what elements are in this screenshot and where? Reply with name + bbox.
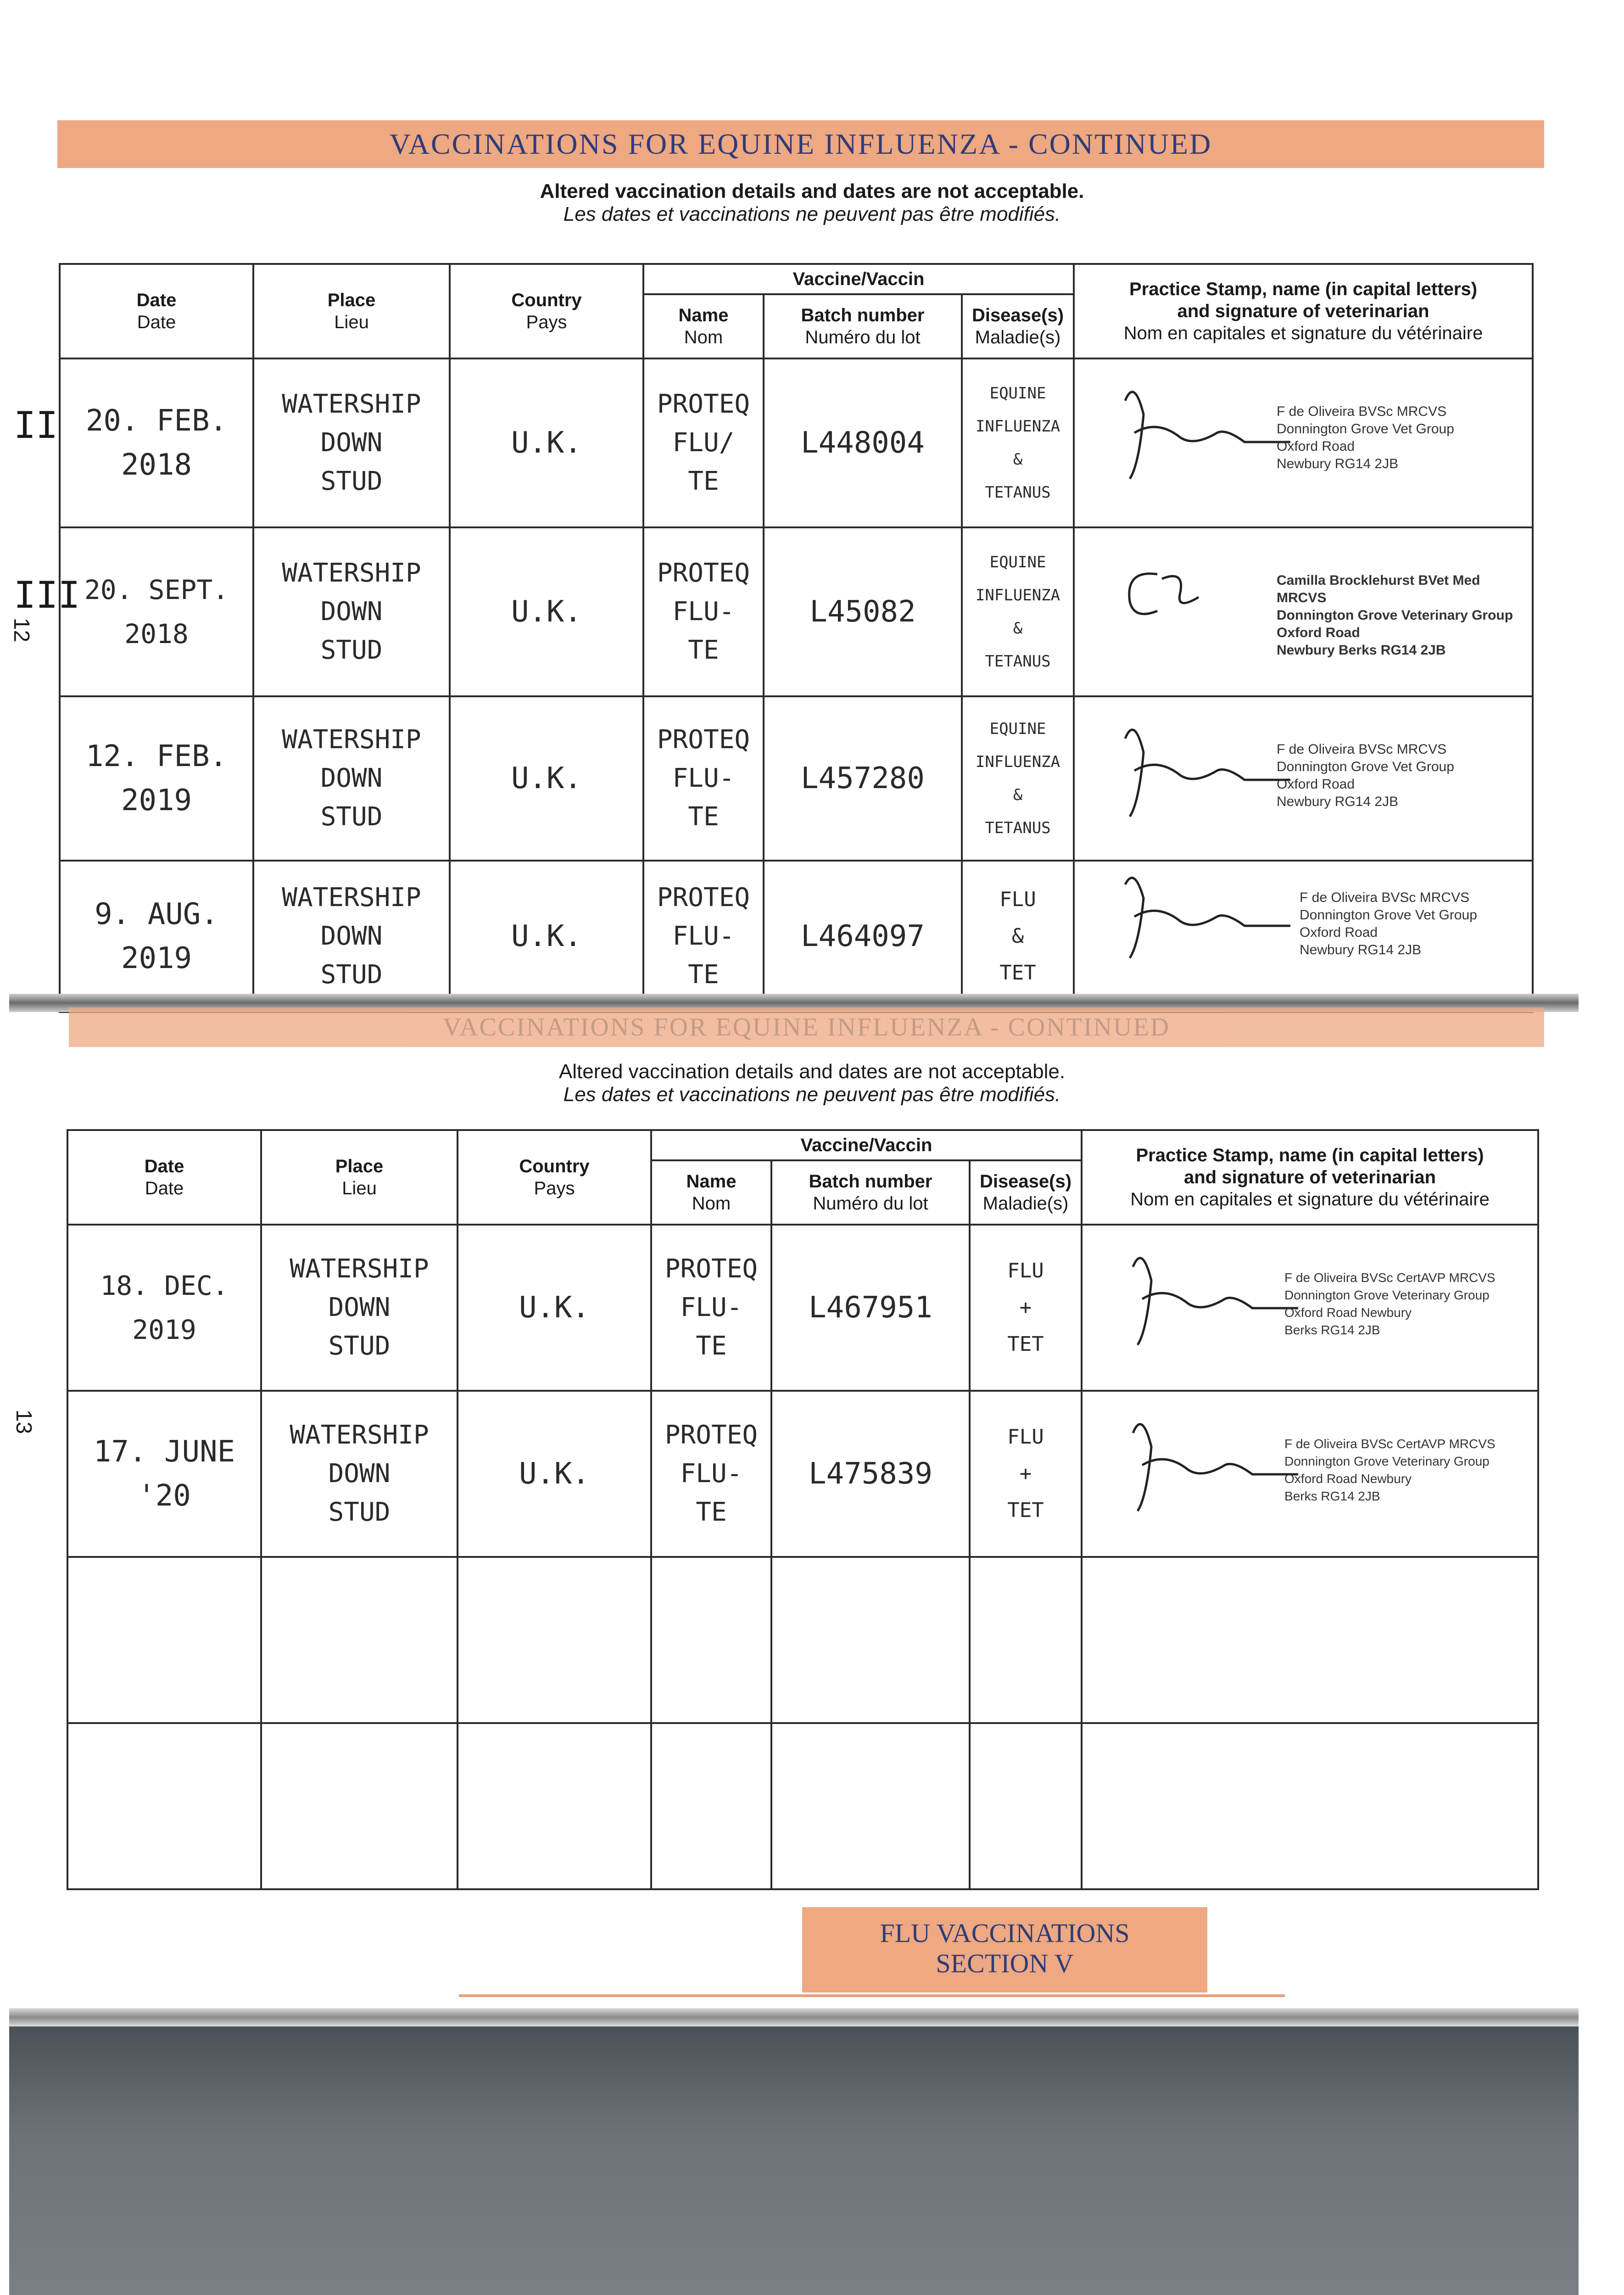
place-cell: WATERSHIP DOWN STUD	[253, 861, 450, 1012]
table-row	[60, 861, 1533, 1012]
place-cell: WATERSHIP DOWN STUD	[253, 696, 450, 861]
header-date: Date Date	[67, 1130, 261, 1225]
batch-cell: L45082	[764, 527, 962, 696]
header-disease: Disease(s) Maladie(s)	[962, 294, 1074, 358]
vet-stamp: F de Oliveira BVSc MRCVS Donnington Grove Vet Group Oxford Road Newbury RG14 2JB	[1300, 890, 1477, 957]
margin-note-2: III	[14, 574, 80, 616]
date-cell: 9. AUG. 2019	[60, 861, 253, 1012]
table-row	[60, 358, 1533, 527]
place-cell: WATERSHIP DOWN STUD	[253, 527, 450, 696]
table-row-empty	[67, 1723, 1538, 1889]
batch-cell: L464097	[764, 861, 962, 1012]
country-cell: U.K.	[450, 861, 643, 1012]
place-cell: WATERSHIP DOWN STUD	[261, 1225, 458, 1391]
country-cell: U.K.	[458, 1391, 651, 1557]
notice-french: Les dates et vaccinations ne peuvent pas être modifiés.	[563, 1083, 1061, 1106]
disease-cell: FLU + TET	[970, 1225, 1082, 1391]
header-country: Country Pays	[450, 264, 643, 358]
disease-cell: FLU + TET	[970, 1391, 1082, 1557]
stamp-cell	[1074, 861, 1533, 1012]
page-number: 12	[9, 617, 34, 643]
header-country: Country Pays	[458, 1130, 651, 1225]
notice-block	[0, 1060, 1624, 1106]
disease-cell: EQUINE INFLUENZA & TETANUS	[962, 696, 1074, 861]
batch-cell: L457280	[764, 696, 962, 861]
vaccine-name-cell: PROTEQ FLU- TE	[643, 861, 764, 1012]
header-place: Place Lieu	[253, 264, 450, 358]
header-practice-stamp: Practice Stamp, name (in capital letters) and signature of veterinarian Nom en capitales et signature du vétérinaire	[1074, 264, 1533, 358]
stamp-cell	[1074, 358, 1533, 527]
disease-cell: EQUINE INFLUENZA & TETANUS	[962, 527, 1074, 696]
vaccination-table-page13	[67, 1129, 1539, 1890]
table-row	[67, 1225, 1538, 1391]
place-cell: WATERSHIP DOWN STUD	[261, 1391, 458, 1557]
table-row	[60, 696, 1533, 861]
disease-cell: EQUINE INFLUENZA & TETANUS	[962, 358, 1074, 527]
signature-icon	[1107, 866, 1300, 985]
notice-french: Les dates et vaccinations ne peuvent pas être modifiés.	[563, 203, 1061, 225]
section-banner-faded: VACCINATIONS FOR EQUINE INFLUENZA - CONTINUED	[69, 1008, 1544, 1047]
stamp-cell	[1074, 527, 1533, 696]
header-batch: Batch number Numéro du lot	[764, 294, 962, 358]
country-cell: U.K.	[450, 358, 643, 527]
vet-stamp: F de Oliveira BVSc CertAVP MRCVS Donnington Grove Veterinary Group Oxford Road Newbury Berks RG14 2JB	[1284, 1271, 1496, 1337]
country-cell: U.K.	[450, 696, 643, 861]
header-practice-stamp: Practice Stamp, name (in capital letters) and signature of veterinarian Nom en capitales et signature du vétérinaire	[1082, 1130, 1538, 1225]
batch-cell: L448004	[764, 358, 962, 527]
country-cell: U.K.	[450, 527, 643, 696]
page-number: 13	[11, 1409, 36, 1434]
header-name: Name Nom	[651, 1160, 771, 1225]
table-row-empty	[67, 1557, 1538, 1723]
vet-stamp: F de Oliveira BVSc MRCVS Donnington Grove Vet Group Oxford Road Newbury RG14 2JB	[1277, 404, 1454, 471]
divider	[459, 1994, 1285, 1997]
batch-cell: L475839	[771, 1391, 970, 1557]
header-name: Name Nom	[643, 294, 764, 358]
vaccination-table-page12	[59, 263, 1534, 1013]
batch-cell: L467951	[771, 1225, 970, 1391]
table-row	[60, 527, 1533, 696]
notice-english: Altered vaccination details and dates are not acceptable.	[540, 180, 1084, 202]
disease-cell: FLU & TET	[962, 861, 1074, 1012]
vaccine-name-cell: PROTEQ FLU- TE	[651, 1391, 771, 1557]
vaccine-name-cell: PROTEQ FLU- TE	[651, 1225, 771, 1391]
header-vaccine: Vaccine/Vaccin	[643, 264, 1074, 294]
date-cell: 18. DEC. 2019	[67, 1225, 261, 1391]
section-banner: VACCINATIONS FOR EQUINE INFLUENZA - CONTINUED	[57, 120, 1544, 168]
vaccine-name-cell: PROTEQ FLU- TE	[643, 527, 764, 696]
back-cover	[9, 2026, 1579, 2295]
date-cell: 17. JUNE '20	[67, 1391, 261, 1557]
vet-stamp: F de Oliveira BVSc CertAVP MRCVS Donnington Grove Veterinary Group Oxford Road Newbury Berks RG14 2JB	[1284, 1437, 1496, 1503]
header-batch: Batch number Numéro du lot	[771, 1160, 970, 1225]
header-vaccine: Vaccine/Vaccin	[651, 1130, 1082, 1160]
vaccine-name-cell: PROTEQ FLU/ TE	[643, 358, 764, 527]
place-cell: WATERSHIP DOWN STUD	[253, 358, 450, 527]
header-date: Date Date	[60, 264, 253, 358]
vet-stamp: F de Oliveira BVSc MRCVS Donnington Grove Vet Group Oxford Road Newbury RG14 2JB	[1277, 742, 1454, 809]
date-cell: 20. FEB. 2018	[60, 358, 253, 527]
page-edge	[9, 2008, 1579, 2026]
header-disease: Disease(s) Maladie(s)	[970, 1160, 1082, 1225]
notice-block	[0, 180, 1624, 226]
stamp-cell	[1082, 1225, 1538, 1391]
country-cell: U.K.	[458, 1225, 651, 1391]
header-place: Place Lieu	[261, 1130, 458, 1225]
date-cell: 20. SEPT. 2018	[60, 527, 253, 696]
notice-english: Altered vaccination details and dates are not acceptable.	[558, 1060, 1066, 1083]
table-row	[67, 1391, 1538, 1557]
vaccine-name-cell: PROTEQ FLU- TE	[643, 696, 764, 861]
section-tab: FLU VACCINATIONS SECTION V	[802, 1907, 1207, 1993]
stamp-cell	[1082, 1391, 1538, 1557]
stamp-cell	[1074, 696, 1533, 861]
date-cell: 12. FEB. 2019	[60, 696, 253, 861]
vet-stamp: Camilla Brocklehurst BVet Med MRCVS Donnington Grove Veterinary Group Oxford Road Newbury Berks RG14 2JB	[1277, 573, 1513, 658]
margin-note-1: II	[14, 404, 58, 447]
